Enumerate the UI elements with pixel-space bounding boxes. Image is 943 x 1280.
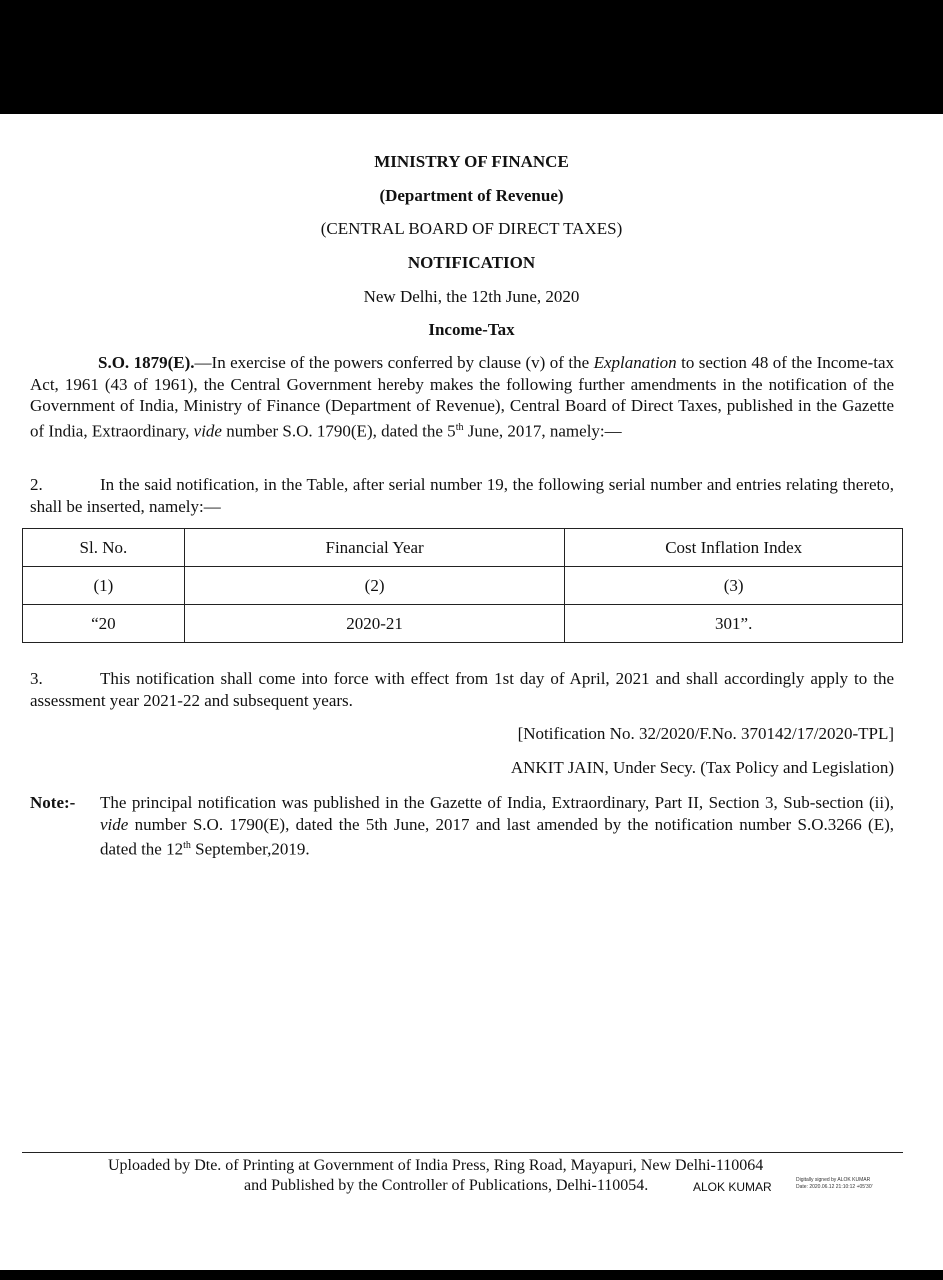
table-header-cell: Sl. No. xyxy=(23,529,185,567)
table-cell: (3) xyxy=(565,567,903,605)
paragraph-1: S.O. 1879(E).—In exercise of the powers conferred by clause (v) of the Explanation to section 48 of the Income-tax Act, 1961 (43 of 1961), the Central Government hereby makes the following further amendments in the notification of the Government of India, Ministry of Finance (Department of Revenue), Central Board of Direct Taxes, published in the Gazette of India, Extraordinary, vide number S.O. 1790(E), dated the 5th June, 2017, namely:— xyxy=(30,353,895,441)
table-header-cell: Financial Year xyxy=(184,529,565,567)
signatory: ANKIT JAIN, Under Secy. (Tax Policy and Legislation) xyxy=(510,758,894,777)
note-block xyxy=(30,792,894,860)
footer-uploaded-by: Uploaded by Dte. of Printing at Government of India Press, Ring Road, Mayapuri, New Delhi-110064 xyxy=(108,1157,764,1174)
paragraph-3-number: 3. xyxy=(30,669,43,688)
table-cell: 2020-21 xyxy=(184,605,565,643)
table-row xyxy=(23,605,903,643)
so-number: S.O. 1879(E). xyxy=(98,353,195,372)
ministry-heading: MINISTRY OF FINANCE xyxy=(374,152,569,171)
board-heading: (CENTRAL BOARD OF DIRECT TAXES) xyxy=(320,219,623,238)
place-date: New Delhi, the 12th June, 2020 xyxy=(363,287,580,306)
department-heading: (Department of Revenue) xyxy=(379,186,564,205)
paragraph-2: 2. In the said notification, in the Table, after serial number 19, the following serial number and entries relating thereto, shall be inserted, namely:— xyxy=(30,475,894,516)
table-cell: 301”. xyxy=(565,605,903,643)
cost-inflation-index-table xyxy=(22,528,903,643)
digital-signer-name: ALOK KUMAR xyxy=(693,1180,772,1194)
note-text: The principal notification was published in the Gazette of India, Extraordinary, Part II, Section 3, Sub-section (ii), vide number S.O. 1790(E), dated the 5th June, 2017 and last amended by the notification number S.O.3266 (E), dated the 12th September,2019. xyxy=(100,793,894,859)
table-column-number-row xyxy=(23,567,903,605)
bottom-black-bar xyxy=(0,1270,943,1280)
table-header-row xyxy=(23,529,903,567)
table-cell: “20 xyxy=(23,605,185,643)
notification-heading: NOTIFICATION xyxy=(407,253,536,272)
paragraph-2-number: 2. xyxy=(30,475,43,494)
notification-reference: [Notification No. 32/2020/F.No. 370142/17/2020-TPL] xyxy=(517,724,894,743)
table-cell: (1) xyxy=(23,567,185,605)
digital-signature-stamp: Digitally signed by ALOK KUMAR Date: 2020.06.12 21:10:12 +05'30' xyxy=(796,1177,873,1190)
footer-divider xyxy=(22,1152,903,1153)
top-black-bar xyxy=(0,0,943,114)
table-header-cell: Cost Inflation Index xyxy=(565,529,903,567)
document-page xyxy=(0,114,943,1270)
table-cell: (2) xyxy=(184,567,565,605)
note-label: Note:- xyxy=(30,793,76,812)
paragraph-3: 3. This notification shall come into force with effect from 1st day of April, 2021 and shall accordingly apply to the assessment year 2021-22 and subsequent years. xyxy=(30,669,894,710)
footer-published-by: and Published by the Controller of Publications, Delhi-110054. xyxy=(244,1177,649,1194)
subject-heading: Income-Tax xyxy=(428,320,515,339)
